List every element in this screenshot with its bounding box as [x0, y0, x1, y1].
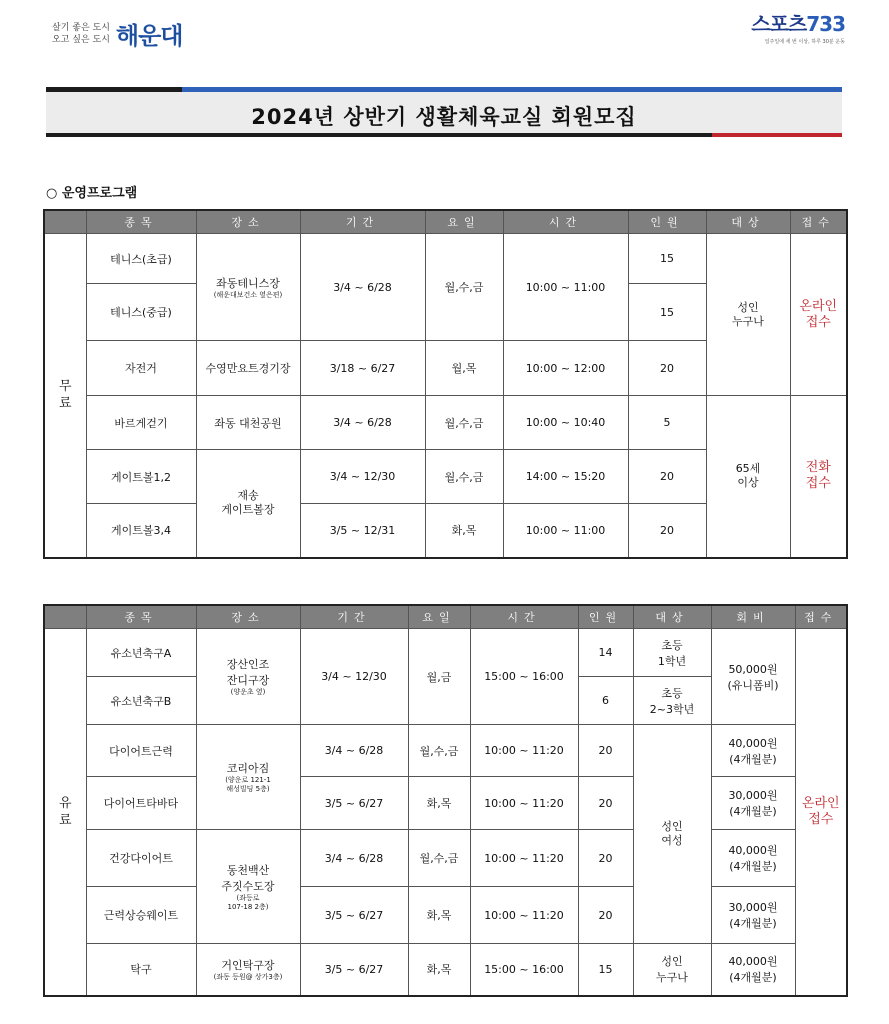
table-row: 근력상승웨이트 3/5 ~ 6/27 화,목 10:00 ~ 11:20 20 30,000원 (4개월분) — [44, 887, 847, 944]
table-row: 다이어트타바타 3/5 ~ 6/27 화,목 10:00 ~ 11:20 20 30,000원 (4개월분) — [44, 777, 847, 830]
page-title: 2024년 상반기 생활체육교실 회원모집 — [251, 105, 637, 129]
sports-logo-number: 733 — [806, 12, 845, 36]
table-row: 바르게걷기 좌동 대천공원 3/4 ~ 6/28 월,수,금 10:00 ~ 10:40 5 65세 이상 전화 접수 — [44, 396, 847, 450]
table-row: 유소년축구B 6 초등 2~3학년 — [44, 677, 847, 725]
title-accent-blue — [182, 87, 842, 92]
table-row: 게이트볼3,4 3/5 ~ 12/31 화,목 10:00 ~ 11:00 20 — [44, 504, 847, 558]
section-heading: ○ 운영프로그램 — [46, 186, 138, 201]
city-slogan: 살기 좋은 도시 오고 싶은 도시 — [52, 22, 110, 45]
sports-logo-text: 스포츠 — [751, 12, 807, 36]
table-header-row: 종목 장소 기간 요일 시간 인원 대상 회비 접수 — [44, 605, 847, 629]
table-row: 다이어트근력 코리아짐 (양운로 121-1 해성빌딩 5층) 3/4 ~ 6/28 월,수,금 10:00 ~ 11:20 20 성인 여성 40,000원 (4개월분) — [44, 725, 847, 777]
table-row: 게이트볼1,2 재송 게이트볼장 3/4 ~ 12/30 월,수,금 14:00 ~ 15:20 20 — [44, 450, 847, 504]
title-accent-red — [712, 133, 842, 137]
sports-logo-tagline: 일주일에 세 번 이상, 하루 30분 운동 — [764, 39, 845, 45]
table-row: 무 료 테니스(초급) 좌동테니스장 (해운대보건소 옆은편) 3/4 ~ 6/28 월,수,금 10:00 ~ 11:00 15 성인 누구나 온라인 접수 — [44, 234, 847, 284]
table-row: 자전거 수영만요트경기장 3/18 ~ 6/27 월,목 10:00 ~ 12:00 20 — [44, 341, 847, 396]
free-program-table — [43, 209, 848, 559]
side-label-free: 무 료 — [44, 234, 86, 558]
table-row: 건강다이어트 동천백산 주짓수도장 (좌등로 107-18 2층) 3/4 ~ 6/28 월,수,금 10:00 ~ 11:20 20 40,000원 (4개월분) — [44, 830, 847, 887]
city-logo-text: 해운대 — [115, 22, 183, 50]
table-row: 테니스(중급) 15 — [44, 284, 847, 341]
sports-logo — [751, 8, 845, 45]
side-label-paid: 유 료 — [44, 629, 86, 996]
table-row: 유 료 유소년축구A 장산인조 잔디구장 (양운초 옆) 3/4 ~ 12/30 월,금 15:00 ~ 16:00 14 초등 1학년 50,000원 (유니폼비) 온라인 접수 — [44, 629, 847, 677]
table-row: 탁구 거인탁구장 (좌동 등원@ 상가3층) 3/5 ~ 6/27 화,목 15:00 ~ 16:00 15 성인 누구나 40,000원 (4개월분) — [44, 944, 847, 996]
title-banner — [46, 87, 842, 137]
paid-program-table — [43, 604, 848, 997]
city-logo — [52, 16, 182, 51]
table-header-row: 종목 장소 기간 요일 시간 인원 대상 접수 — [44, 210, 847, 234]
